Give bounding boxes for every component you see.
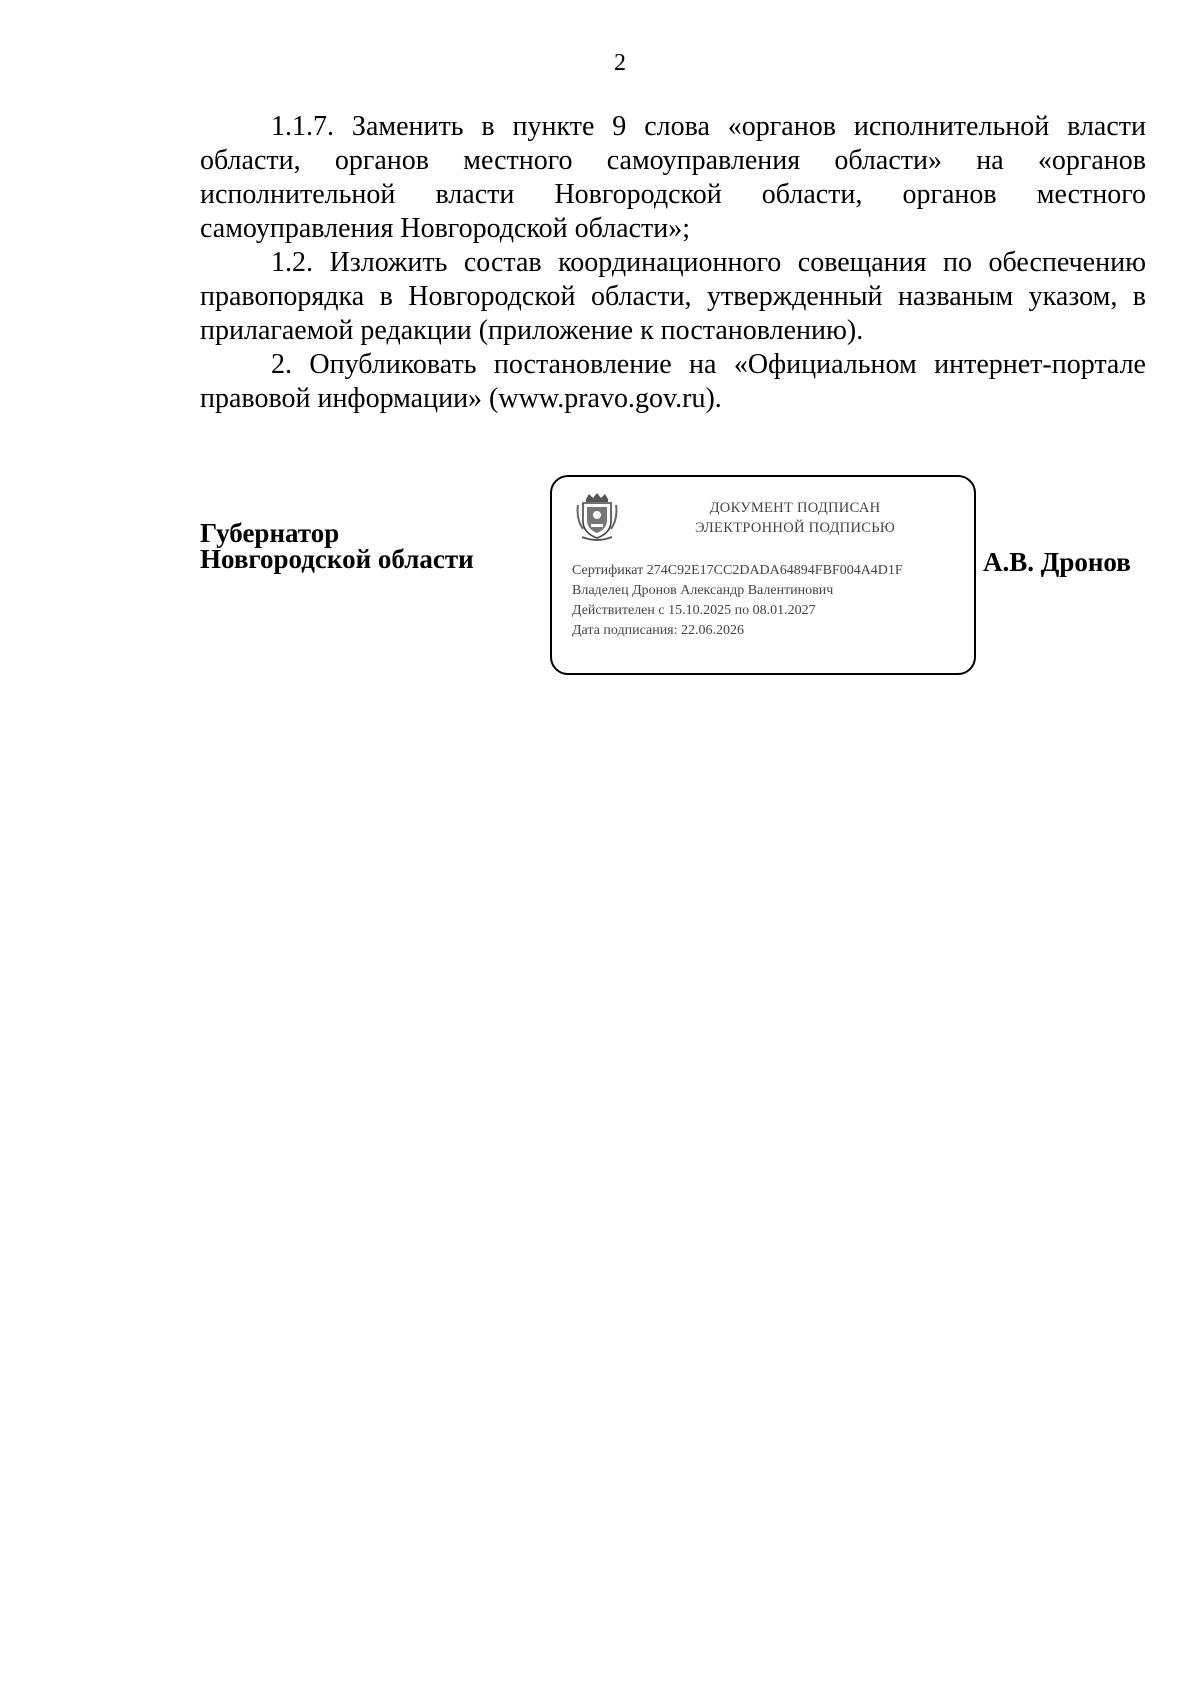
signing-date: Дата подписания: 22.06.2026 [572, 623, 745, 638]
coat-of-arms-icon [574, 491, 620, 543]
certificate-validity: Действителен с 15.10.2025 по 08.01.2027 [572, 603, 816, 618]
document-body [200, 110, 1146, 416]
signer-name: А.В. Дронов [983, 547, 1131, 577]
stamp-header-line2: ЭЛЕКТРОННОЙ ПОДПИСЬЮ [694, 520, 896, 536]
page-number: 2 [614, 50, 626, 76]
electronic-signature-stamp [550, 475, 976, 675]
position-region: Новгородской области [200, 544, 474, 574]
paragraph-1-1-7: 1.1.7. Заменить в пункте 9 слова «органов исполнительной власти области, органов местного самоуправления области» на «органов исполнительной власти Новгородской области, органов местного самоуправления Новгородской области»; [200, 111, 1146, 244]
stamp-details [572, 561, 903, 641]
stamp-header-line1: ДОКУМЕНТ ПОДПИСАН [709, 500, 881, 516]
paragraph-2: 2. Опубликовать постановление на «Официальном интернет-портале правовой информации» (www.pravo.gov.ru). [200, 349, 1146, 414]
signatory-position [200, 520, 474, 572]
paragraph-1-2: 1.2. Изложить состав координационного совещания по обеспечению правопорядка в Новгородской области, утвержденный названым указом, в прилагаемой редакции (приложение к постановлению). [200, 247, 1146, 346]
stamp-header [632, 498, 958, 538]
certificate-number: Сертификат 274C92E17CC2DADA64894FBF004A4D1F [572, 563, 903, 578]
certificate-owner: Владелец Дронов Александр Валентинович [572, 583, 834, 598]
position-title: Губернатор [200, 518, 340, 548]
